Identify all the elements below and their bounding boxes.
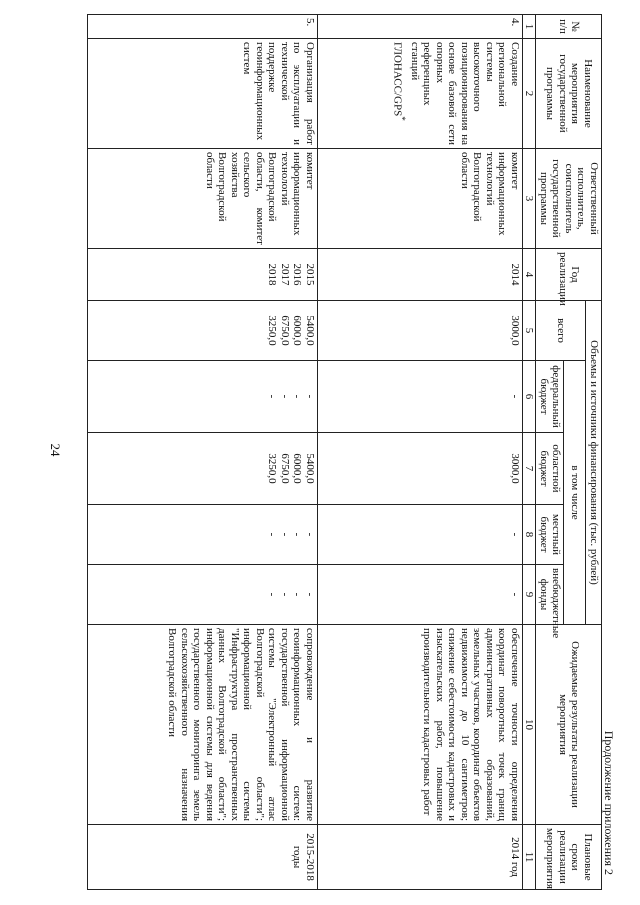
column-number: 9 <box>523 565 537 625</box>
header-funding-group: Объемы и источники финансирования (тыс. рублей) <box>586 301 602 625</box>
federal-amount: - - - - <box>88 361 318 433</box>
planned-period: 2014 год <box>318 825 523 890</box>
column-number: 4 <box>523 249 537 301</box>
total-amount: 3000,0 <box>318 301 523 361</box>
activity-name: Создание региональной системы высокоточного позиционирования на основе базовой сети опорных референцных станций ГЛОНАСС/GPS* <box>318 39 523 149</box>
regional-amount: 5400,0 6000,0 6750,0 3250,0 <box>88 433 318 505</box>
year: 2015 2016 2017 2018 <box>88 249 318 301</box>
column-number: 8 <box>523 505 537 565</box>
column-number-row <box>523 15 537 890</box>
local-amount: - <box>318 505 523 565</box>
expected-result: сопровождение и развитие геоинформационных систем: государственной информационной системы "Электронный атлас Волгоградской области"; информационной системы "Инфраструктура пространственных данных Волгоградской области"; информационной системы для ведения государственного мониторинга земель сельскохозяйственного назначения Волгоградской области <box>88 625 318 825</box>
executor: комитет информационных технологий Волгоградской области, комитет сельского хозяйства Волгоградской области <box>88 149 318 249</box>
activity-name: Организация работ по эксплуатации и технической поддержке геоинформационных систем <box>88 39 318 149</box>
header-local-budget: местный бюджет <box>536 505 564 565</box>
local-amount: - - - - <box>88 505 318 565</box>
extrabudget-amount: - <box>318 565 523 625</box>
extrabudget-amount: - - - - <box>88 565 318 625</box>
column-number: 2 <box>523 39 537 149</box>
header-extrabudgetary-funds: внебюджетные фонды <box>536 565 564 625</box>
column-number: 7 <box>523 433 537 505</box>
regional-amount: 3000,0 <box>318 433 523 505</box>
continuation-label: Продолжение приложения 2 <box>602 730 616 875</box>
row-number: 4. <box>318 15 523 39</box>
header-regional-budget: областной бюджет <box>536 433 564 505</box>
rotated-landscape-page <box>35 0 620 905</box>
header-row <box>586 15 602 890</box>
table-row <box>88 15 318 890</box>
program-activities-table <box>87 14 602 890</box>
table-row <box>318 15 523 890</box>
header-expected-results: Ожидаемые результаты реализации мероприятия <box>536 625 602 825</box>
column-number: 6 <box>523 361 537 433</box>
year: 2014 <box>318 249 523 301</box>
header-activity-name: Наименование мероприятия государственной программы <box>536 39 602 149</box>
column-number: 11 <box>523 825 537 890</box>
header-number: № п/п <box>536 15 602 39</box>
executor: комитет информационных технологий Волгоградской области <box>318 149 523 249</box>
federal-amount: - <box>318 361 523 433</box>
header-planned-period: Плановые сроки реализации мероприятия <box>536 825 602 890</box>
expected-result: обеспечение точности определения координат поворотных точек границ административных образований, земельных участков, координат объектов недвижимости до 10 сантиметров; снижение себестоимости кадастровых и изыскательских работ, повышение производительности кадастровых работ <box>318 625 523 825</box>
header-total: всего <box>536 301 586 361</box>
total-amount: 5400,0 6000,0 6750,0 3250,0 <box>88 301 318 361</box>
header-year: Год реализации <box>536 249 602 301</box>
header-including: в том числе <box>564 361 586 625</box>
page-number: 24 <box>48 443 63 457</box>
column-number: 3 <box>523 149 537 249</box>
column-number: 5 <box>523 301 537 361</box>
row-number: 5. <box>88 15 318 39</box>
column-number: 1 <box>523 15 537 39</box>
header-federal-budget: федеральный бюджет <box>536 361 564 433</box>
column-number: 10 <box>523 625 537 825</box>
planned-period: 2015-2018 годы <box>88 825 318 890</box>
header-executor: Ответственный исполнитель, соисполнитель государственной программы <box>536 149 602 249</box>
